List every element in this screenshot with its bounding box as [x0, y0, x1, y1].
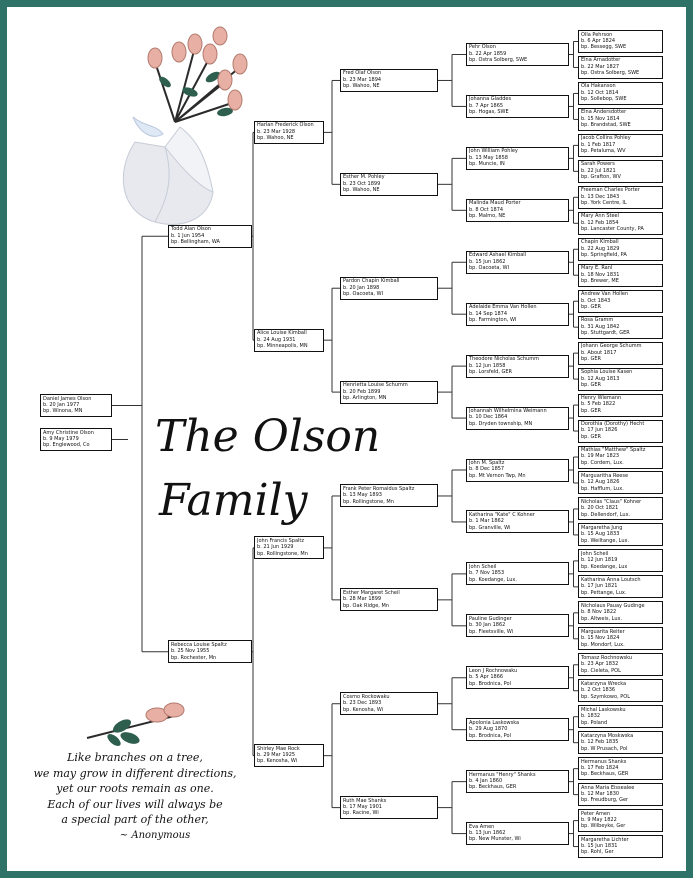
person-name: Esther Margaret Scheil — [343, 589, 400, 596]
birth-date: b. 20 Jan 1898 — [343, 284, 380, 291]
person-box — [168, 640, 252, 663]
birth-date: b. About 1817 — [581, 349, 617, 356]
person-box — [466, 303, 569, 326]
birth-place: bp. Altweis, Lux. — [581, 615, 623, 622]
birth-date: b. 29 Mar 1925 — [257, 752, 296, 759]
birth-place: bp. Oak Ridge, Mn — [343, 602, 389, 609]
person-box — [40, 394, 112, 417]
birth-date: b. 6 Apr 1824 — [581, 37, 616, 44]
birth-place: bp. Hogas, SWE — [469, 109, 509, 116]
person-name: Pauline Gudinger — [469, 615, 512, 622]
birth-date: b. 18 Nov 1831 — [581, 271, 620, 278]
birth-date: b. 13 Jun 1862 — [469, 829, 506, 836]
birth-date: b. 14 Sep 1874 — [469, 310, 508, 317]
birth-place: bp. New Munster, Wi — [469, 836, 521, 843]
birth-place: bp. Ostra Solberg, SWE — [469, 57, 528, 64]
birth-date: b. 23 Oct 1899 — [343, 180, 381, 187]
person-box — [466, 510, 569, 533]
birth-place: bp. Beckhaus, GER — [581, 771, 629, 778]
person-name: Amy Christine Olson — [43, 429, 94, 436]
person-box — [578, 316, 663, 339]
person-name: Johann George Schumm — [581, 343, 642, 350]
poem-line: yet our roots remain as one. — [56, 782, 214, 795]
person-box — [254, 744, 324, 767]
birth-date: b. 17 Feb 1824 — [581, 765, 619, 772]
poem-line: Each of our lives will always be — [47, 797, 223, 811]
poem-line: a special part of the other, — [61, 813, 209, 826]
poem-line: we may grow in different directions, — [33, 766, 237, 780]
person-name: Edward Ashael Kimball — [469, 252, 527, 259]
person-name: Anna Maria Eissealee — [581, 784, 635, 791]
birth-place: bp. Fleetsville, Wi — [469, 628, 514, 635]
person-box — [578, 108, 663, 131]
person-name: John Francis Spaltz — [257, 537, 304, 544]
birth-date: b. 12 Jun 1819 — [581, 557, 618, 564]
birth-place: bp. Malmo, NE — [469, 213, 506, 220]
person-box — [466, 459, 569, 482]
person-box — [578, 420, 663, 443]
person-box — [578, 56, 663, 79]
birth-place: bp. Wahoo, NE — [343, 187, 380, 194]
person-name: Pehr Olson — [469, 44, 496, 51]
birth-date: b. 17 Jun 1826 — [581, 427, 618, 434]
person-name: Leon J Rochnowaku — [469, 667, 518, 674]
person-name: Hermanus "Henry" Shanks — [469, 771, 536, 778]
birth-date: b. 22 Mar 1827 — [581, 63, 620, 70]
person-box — [578, 549, 663, 572]
birth-place: bp. Brandstad, SWE — [581, 122, 631, 129]
person-box — [466, 562, 569, 585]
birth-place: bp. Wahoo, NE — [343, 83, 380, 90]
person-name: Ruth Mae Shanks — [343, 797, 387, 804]
person-box — [578, 368, 663, 391]
person-box — [254, 121, 324, 144]
birth-date: b. 19 Mar 1823 — [581, 453, 620, 460]
person-box — [340, 381, 438, 404]
birth-date: b. 17 Jun 1821 — [581, 583, 618, 590]
person-name: Rebecca Louise Spaltz — [171, 641, 227, 648]
birth-date: b. 23 Apr 1832 — [581, 661, 619, 668]
person-box — [466, 718, 569, 741]
person-box — [340, 69, 438, 92]
birth-place: bp. Kenosha, Wi — [257, 758, 298, 765]
person-name: Katarzyna Wrecka — [581, 680, 627, 687]
person-box — [578, 394, 663, 417]
birth-date: b. 4 Jan 1860 — [469, 778, 503, 785]
birth-date: b. 1 Mar 1862 — [469, 518, 504, 525]
birth-date: b. 29 Aug 1870 — [469, 726, 508, 733]
birth-date: b. 28 Mar 1899 — [343, 596, 382, 603]
birth-date: b. 20 Feb 1899 — [343, 388, 381, 395]
person-name: Katharina "Kate" C Kohner — [469, 511, 535, 518]
person-box — [466, 666, 569, 689]
person-name: Katharina Anna Loutsch — [581, 576, 641, 583]
birth-date: b. 12 Aug 1826 — [581, 479, 620, 486]
birth-date: b. 5 Feb 1822 — [581, 401, 616, 408]
person-name: Esther M. Pohley — [343, 174, 385, 181]
person-name: Jacob Collins Pohley — [581, 135, 631, 142]
person-name: Katarzyna Moskwska — [581, 732, 634, 739]
person-box — [578, 679, 663, 702]
person-name: Pardon Chapin Kimball — [343, 278, 400, 285]
birth-date: b. 12 Feb 1835 — [581, 739, 619, 746]
birth-date: b. 15 Jun 1831 — [581, 842, 618, 849]
birth-date: b. 21 Jun 1929 — [257, 544, 294, 551]
birth-date: b. 22 Apr 1859 — [469, 50, 507, 57]
birth-date: b. 31 Aug 1842 — [581, 323, 620, 330]
person-name: Marguaritha Reese — [581, 472, 629, 479]
birth-place: bp. Mondorf, Lux. — [581, 641, 625, 648]
birth-date: b. 1 Jun 1954 — [171, 232, 205, 239]
birth-place: bp. Brodnica, Pol — [469, 732, 511, 739]
birth-place: bp. Arlington, MN — [343, 394, 387, 401]
person-box — [578, 783, 663, 806]
birth-place: bp. Cordem, Lux. — [581, 459, 624, 466]
person-box — [466, 770, 569, 793]
person-box — [466, 95, 569, 118]
birth-place: bp. GER — [581, 407, 602, 414]
birth-place: bp. Winona, MN — [43, 408, 83, 415]
birth-place: bp. Bessegg, SWE — [581, 44, 627, 51]
person-box — [578, 82, 663, 105]
family-title — [155, 405, 395, 533]
birth-date: b. 8 Nov 1822 — [581, 609, 617, 616]
birth-place: bp. Hafflum, Lux. — [581, 485, 624, 492]
person-box — [340, 277, 438, 300]
birth-place: bp. Koedange, Lux. — [469, 576, 517, 583]
person-name: Frank Peter Romaldus Spaltz — [343, 485, 415, 492]
birth-place: bp. Oacoeta, WI — [469, 265, 510, 272]
person-box — [466, 251, 569, 274]
title-line-2: Family — [159, 475, 308, 526]
person-box — [578, 30, 663, 53]
birth-date: b. Oct 1843 — [581, 297, 611, 304]
birth-date: b. 8 Oct 1874 — [469, 206, 504, 213]
person-box — [466, 614, 569, 637]
person-box — [578, 653, 663, 676]
birth-place: bp. Springfield, PA — [581, 252, 627, 259]
person-box — [578, 471, 663, 494]
person-name: Alice Louise Kimball — [257, 330, 307, 337]
birth-date: b. 22 Aug 1829 — [581, 245, 620, 252]
person-name: Fred Olaf Olson — [343, 70, 382, 77]
person-box — [578, 601, 663, 624]
person-box — [40, 428, 112, 451]
birth-place: bp. Dryden township, MN — [469, 420, 533, 427]
person-box — [578, 186, 663, 209]
person-name: Elna Arnadotter — [581, 57, 621, 64]
person-box — [254, 329, 324, 352]
birth-place: bp. Weiltange, Lux. — [581, 537, 630, 544]
birth-place: bp. GER — [581, 381, 602, 388]
person-box — [578, 212, 663, 235]
person-name: Elna Andersdotter — [581, 109, 627, 116]
person-box — [578, 809, 663, 832]
person-box — [578, 290, 663, 313]
birth-place: bp. Freudburg, Ger — [581, 797, 629, 804]
birth-place: bp. Sollebop, SWE — [581, 96, 627, 103]
birth-place: bp. W Prusach, Pol — [581, 745, 628, 752]
birth-place: bp. Beckhaus, GER — [469, 784, 517, 791]
birth-place: bp. Ostra Solberg, SWE — [581, 70, 640, 77]
birth-place: bp. GER — [581, 355, 602, 362]
person-box — [578, 835, 663, 858]
birth-date: b. 20 Jan 1977 — [43, 401, 80, 408]
birth-date: b. 15 Nov 1824 — [581, 635, 620, 642]
person-box — [466, 407, 569, 430]
birth-place: bp. York Centre, IL — [581, 200, 627, 207]
person-name: Apolonia Laskowska — [469, 719, 520, 726]
person-name: Johanna Gladdes — [469, 96, 512, 103]
person-box — [466, 355, 569, 378]
birth-date: b. 5 Apr 1866 — [469, 674, 504, 681]
birth-date: b. 12 Oct 1814 — [581, 89, 619, 96]
person-box — [254, 536, 324, 559]
person-name: Rosa Gramm — [581, 317, 614, 324]
person-name: Adelaide Emma Van Hollen — [469, 304, 537, 311]
person-name: Theodore Nicholas Schumm — [469, 356, 539, 363]
birth-date: b. 13 May 1893 — [343, 492, 382, 499]
person-name: Michal Laskowsku — [581, 706, 626, 713]
birth-place: bp. Englewood, Co — [43, 442, 90, 449]
person-name: Margaretha Lichter — [581, 836, 629, 843]
birth-place: bp. Brewer, ME — [581, 278, 619, 285]
birth-date: b. 15 Aug 1833 — [581, 531, 620, 538]
person-box — [466, 822, 569, 845]
person-box — [578, 575, 663, 598]
person-name: Tomasz Rochnowsku — [581, 654, 633, 661]
person-box — [340, 796, 438, 819]
birth-place: bp. Muncie, IN — [469, 161, 505, 168]
person-name: Malinda Maud Porter — [469, 200, 521, 207]
person-name: Cosmo Rockowaku — [343, 693, 390, 700]
person-name: Dorothia (Dorothy) Hecht — [581, 421, 645, 428]
birth-place: bp. Kenosha, Wi — [343, 706, 384, 713]
birth-date: b. 30 Jan 1862 — [469, 622, 506, 629]
person-box — [578, 160, 663, 183]
birth-place: bp. Poland — [581, 719, 608, 726]
person-name: Hermanus Shanks — [581, 758, 627, 765]
person-name: Nicholas "Claus" Kohner — [581, 498, 642, 505]
person-name: Freeman Charles Porter — [581, 187, 640, 194]
birth-place: bp. Wilbeyke, Ger — [581, 823, 626, 830]
birth-place: bp. Pettange, Lux. — [581, 589, 627, 596]
person-name: Mathias "Matthew" Spaltz — [581, 447, 646, 454]
title-line-1: The Olson — [155, 411, 381, 462]
person-name: Mary Ann Steel — [581, 213, 620, 220]
birth-date: b. 13 May 1858 — [469, 154, 508, 161]
person-name: Olla Pehrson — [581, 31, 613, 38]
person-box — [168, 225, 252, 248]
birth-place: bp. Dellendorf, Lux. — [581, 511, 631, 518]
birth-date: b. 23 Mar 1894 — [343, 76, 382, 83]
person-name: Henry Wiemann — [581, 395, 622, 402]
birth-place: bp. Oacoeta, WI — [343, 291, 384, 298]
person-box — [578, 523, 663, 546]
person-name: Todd Alan Olson — [171, 226, 211, 233]
birth-place: bp. Szymkowo, POL — [581, 693, 630, 700]
person-name: Peter Amen — [581, 810, 611, 817]
person-name: Shirley Mae Rock — [257, 745, 300, 752]
birth-date: b. 1 Feb 1817 — [581, 141, 616, 148]
birth-date: b. 1832 — [581, 713, 601, 720]
birth-place: bp. Lorsfeld, GER — [469, 368, 513, 375]
person-box — [340, 692, 438, 715]
person-box — [578, 627, 663, 650]
birth-date: b. 8 Dec 1857 — [469, 466, 505, 473]
person-name: Henrietta Louise Schumm — [343, 382, 408, 389]
birth-place: bp. Rochester, Mn — [171, 654, 217, 661]
birth-place: bp. Rohl, Ger — [581, 849, 614, 856]
person-box — [466, 199, 569, 222]
birth-date: b. 22 Jul 1821 — [581, 167, 616, 174]
person-name: Nicholaus Pauay Gudinge — [581, 602, 645, 609]
birth-place: bp. Cieleta, POL — [581, 667, 621, 674]
person-name: Harlan Frederick Olson — [257, 122, 314, 129]
birth-date: b. 7 Apr 1865 — [469, 102, 504, 109]
person-box — [578, 497, 663, 520]
birth-date: b. 17 May 1901 — [343, 804, 382, 811]
birth-place: bp. Farmington, WI — [469, 316, 517, 323]
person-name: Andrew Van Hollen — [581, 291, 629, 298]
person-name: Margaretha Jung — [581, 524, 623, 531]
person-name: John Scheil — [581, 550, 609, 557]
poem — [20, 750, 250, 843]
person-name: Johannah Wilhelmina Weimann — [469, 408, 547, 415]
birth-place: bp. Lancaster County, PA — [581, 226, 644, 233]
poem-line: Like branches on a tree, — [67, 751, 203, 764]
person-name: Daniel James Olson — [43, 395, 92, 402]
person-name: Marguarita Reiter — [581, 628, 625, 635]
birth-date: b. 20 Oct 1821 — [581, 505, 619, 512]
birth-place: bp. Racine, Wi — [343, 810, 379, 817]
birth-place: bp. Koedange, Lux — [581, 563, 628, 570]
person-name: Ola Hakanson — [581, 83, 616, 90]
person-box — [340, 484, 438, 507]
birth-place: bp. Brodnica, Pol — [469, 680, 511, 687]
birth-date: b. 23 Dec 1893 — [343, 700, 382, 707]
birth-place: bp. Grafton, WV — [581, 174, 621, 181]
birth-date: b. 12 Aug 1813 — [581, 375, 620, 382]
person-box — [578, 705, 663, 728]
person-box — [340, 173, 438, 196]
person-box — [578, 342, 663, 365]
birth-date: b. 23 Mar 1928 — [257, 128, 296, 135]
birth-place: bp. GER — [581, 433, 602, 440]
poem-attribution: ~ Anonymous — [119, 829, 191, 841]
birth-date: b. 13 Dec 1843 — [581, 193, 620, 200]
birth-date: b. 12 Feb 1854 — [581, 219, 619, 226]
birth-place: bp. Petaluma, WV — [581, 148, 626, 155]
person-box — [578, 731, 663, 754]
person-name: Sophia Louise Kasen — [581, 369, 633, 376]
person-name: Sarah Powers — [581, 161, 615, 168]
person-name: Chapin Kimball — [581, 239, 619, 246]
person-name: Mary E. Ranl — [581, 265, 613, 272]
birth-place: bp. Bellingham, WA — [171, 239, 220, 246]
birth-place: bp. Rollingstone, Mn — [343, 498, 394, 505]
person-box — [578, 134, 663, 157]
birth-date: b. 2 Oct 1836 — [581, 687, 616, 694]
birth-date: b. 10 Dec 1864 — [469, 414, 508, 421]
birth-place: bp. Mt Vernon Twp, Mn — [469, 472, 526, 479]
birth-date: b. 24 Aug 1931 — [257, 336, 296, 343]
birth-place: bp. Wahoo, NE — [257, 135, 294, 142]
person-box — [578, 238, 663, 261]
person-box — [578, 757, 663, 780]
birth-place: bp. Stuttgardt, GER — [581, 329, 630, 336]
rose-sprig-image — [82, 700, 192, 750]
birth-place: bp. Rollingstone, Mn — [257, 550, 308, 557]
birth-date: b. 15 Nov 1814 — [581, 115, 620, 122]
person-name: John M. Spaltz — [469, 460, 505, 466]
person-name: John Scheil — [469, 563, 497, 570]
person-box — [466, 147, 569, 170]
birth-date: b. 9 May 1979 — [43, 435, 79, 442]
birth-date: b. 25 Nov 1955 — [171, 648, 210, 655]
birth-date: b. 7 Nov 1853 — [469, 570, 505, 577]
birth-date: b. 15 Jun 1862 — [469, 258, 506, 265]
birth-date: b. 9 May 1822 — [581, 817, 617, 823]
birth-date: b. 12 Mar 1830 — [581, 791, 620, 798]
person-box — [578, 446, 663, 469]
person-box — [466, 43, 569, 66]
birth-place: bp. Minneapolis, MN — [257, 342, 308, 349]
rose-bouquet-image — [95, 22, 255, 227]
person-box — [340, 588, 438, 611]
person-name: John William Pohley — [469, 148, 518, 155]
birth-date: b. 12 Jun 1858 — [469, 362, 506, 369]
birth-place: bp. GER — [581, 304, 602, 310]
person-box — [578, 264, 663, 287]
person-name: Eva Amen — [469, 823, 495, 830]
birth-place: bp. Granville, Wi — [469, 524, 511, 531]
